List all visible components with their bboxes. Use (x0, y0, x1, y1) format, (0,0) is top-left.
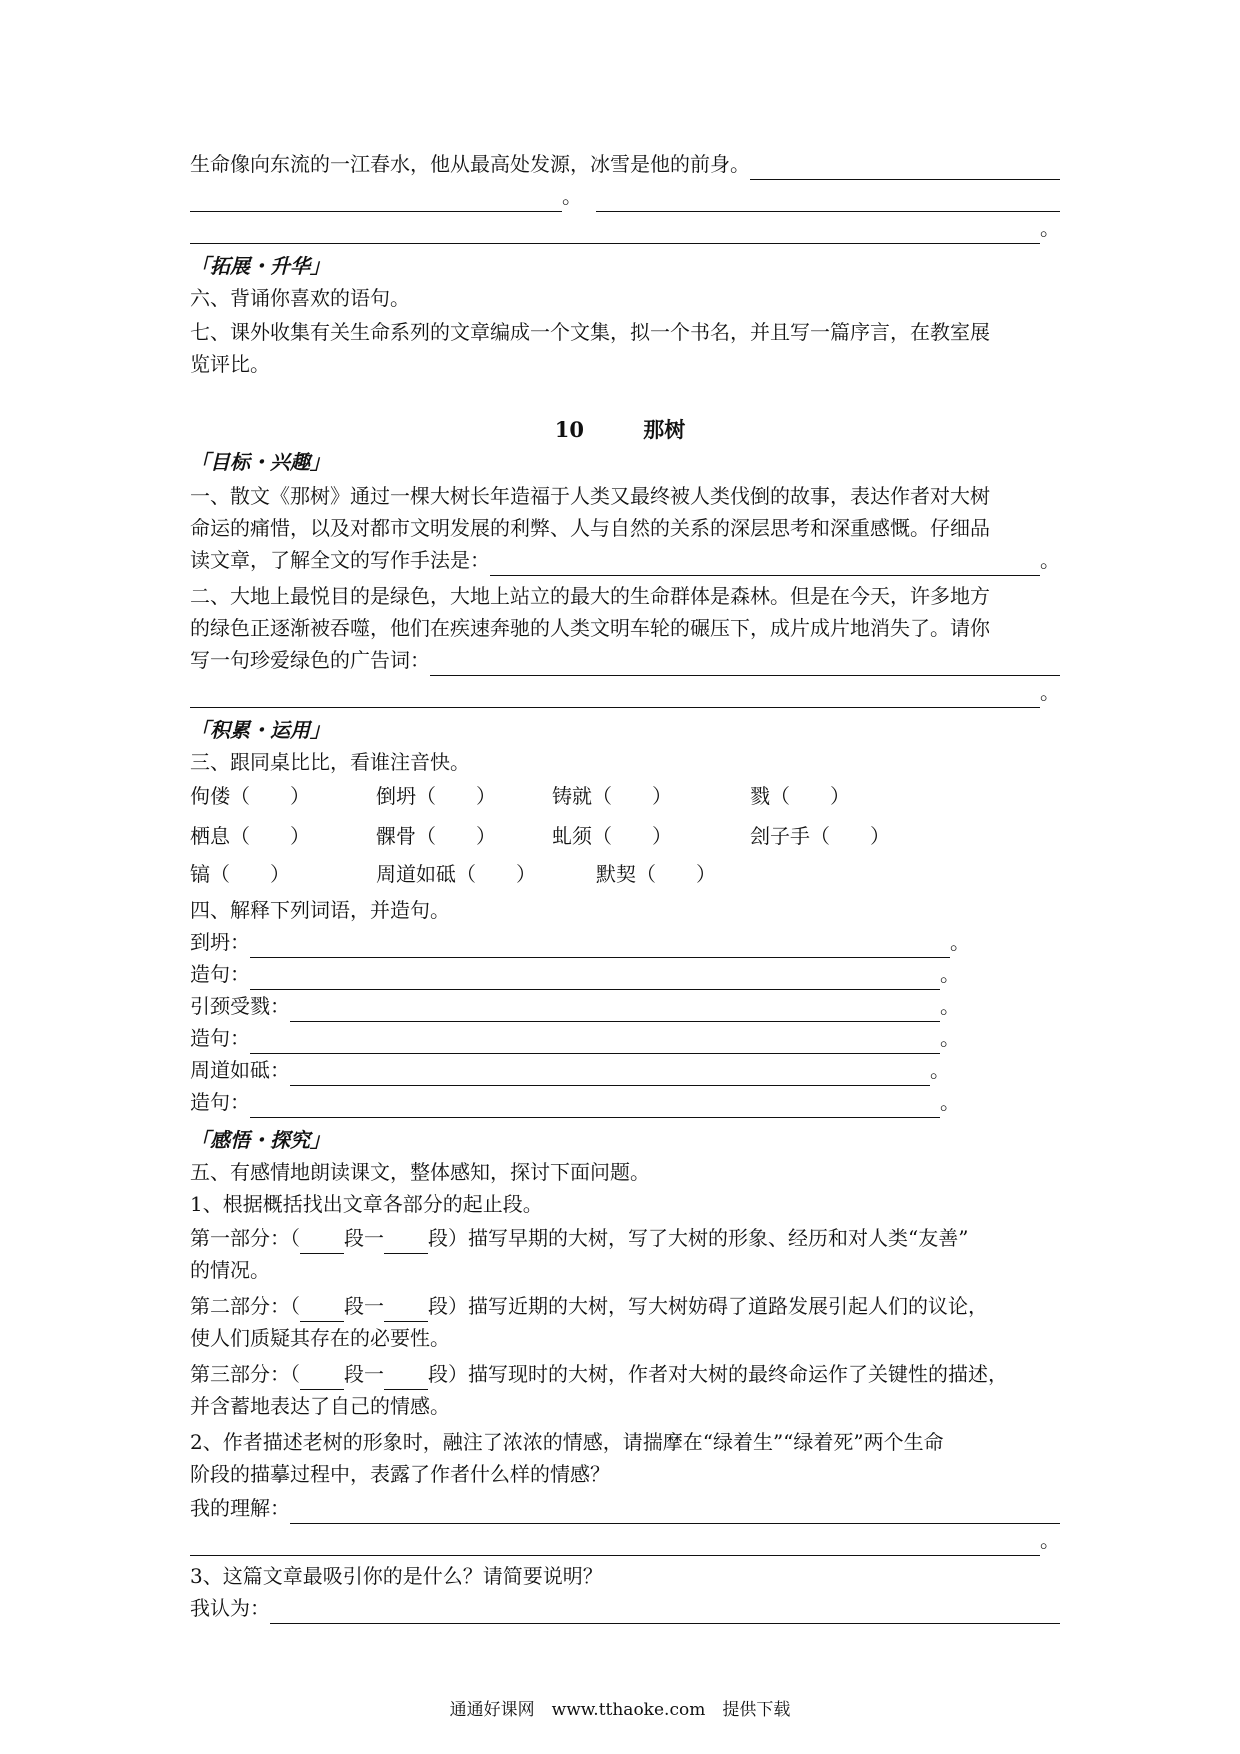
section-header-jilei: 「积累・运用」 (190, 718, 330, 742)
part-separator: 段一 (344, 1226, 384, 1250)
part-label: 第一部分：（ (190, 1226, 300, 1250)
answer-blank[interactable] (250, 1027, 940, 1054)
question-2-answer-line (190, 676, 1060, 708)
part-separator: 段一 (344, 1362, 384, 1386)
period-mark: 。 (1040, 680, 1060, 704)
part-separator: 段一 (344, 1294, 384, 1318)
answer-blank[interactable] (190, 217, 1040, 244)
answer-blank[interactable] (300, 1229, 344, 1254)
question-4: 四、解释下列词语，并造句。 (190, 898, 450, 922)
answer-blank[interactable] (250, 1091, 940, 1118)
sub-question-3: 3、这篇文章最吸引你的是什么？请简要说明？ (190, 1564, 603, 1588)
period-mark: 。 (940, 962, 960, 986)
answer-blank[interactable] (300, 1297, 344, 1322)
section-header-mubiao: 「目标・兴趣」 (190, 450, 330, 474)
answer-blank[interactable] (190, 185, 562, 212)
question-1-line2: 命运的痛惜，以及对都市文明发展的利弊、人与自然的关系的深层思考和深重感慨。仔细品 (190, 516, 990, 540)
answer-blank[interactable] (596, 185, 1060, 212)
term-label: 周道如砥： (190, 1058, 290, 1082)
question-6: 六、背诵你喜欢的语句。 (190, 286, 410, 310)
question-2-line1: 二、大地上最悦目的是绿色，大地上站立的最大的生命群体是森林。但是在今天，许多地方 (190, 584, 990, 608)
answer-label: 我的理解： (190, 1496, 290, 1520)
period-mark: 。 (940, 994, 960, 1018)
lesson-number: 10 (554, 417, 584, 442)
term-line (190, 958, 960, 990)
question-5: 五、有感情地朗读课文，整体感知，探讨下面问题。 (190, 1160, 650, 1184)
part-2-cont: 使人们质疑其存在的必要性。 (190, 1326, 450, 1350)
period-mark: 。 (562, 184, 582, 208)
question-2-line3 (190, 644, 1060, 676)
term-label: 造句： (190, 1026, 250, 1050)
part-3-cont: 并含蓄地表达了自己的情感。 (190, 1394, 450, 1418)
answer-blank[interactable] (250, 963, 940, 990)
answer-blank[interactable] (190, 1529, 1040, 1556)
pinyin-item[interactable]: 镐（ ） (190, 862, 290, 886)
question-3: 三、跟同桌比比，看谁注音快。 (190, 750, 470, 774)
page-footer: 通通好课网 www.tthaoke.com 提供下载 (449, 1700, 791, 1720)
answer-blank[interactable] (384, 1229, 428, 1254)
answer-blank[interactable] (190, 681, 1040, 708)
answer-blank[interactable] (270, 1597, 1060, 1624)
term-line (190, 1086, 960, 1118)
answer-blank[interactable] (290, 995, 940, 1022)
sub-question-1: 1、根据概括找出文章各部分的起止段。 (190, 1192, 543, 1216)
answer-blank[interactable] (290, 1059, 930, 1086)
part-label: 第三部分：（ (190, 1362, 300, 1386)
question-text: 读文章，了解全文的写作手法是： (190, 548, 490, 572)
question-2-line2: 的绿色正逐渐被吞噬，他们在疾速奔驰的人类文明车轮的碾压下，成片成片地消失了。请你 (190, 616, 990, 640)
pinyin-item[interactable]: 铸就（ ） (552, 784, 672, 808)
period-mark: 。 (1040, 1528, 1060, 1552)
term-label: 引颈受戮： (190, 994, 290, 1018)
answer-blank[interactable] (300, 1365, 344, 1390)
pinyin-row-2 (190, 820, 1060, 852)
part-1-cont: 的情况。 (190, 1258, 270, 1282)
pinyin-item[interactable]: 佝偻（ ） (190, 784, 310, 808)
pinyin-item[interactable]: 虬须（ ） (552, 824, 672, 848)
poem-text: 生命像向东流的一江春水，他从最高处发源，冰雪是他的前身。 (190, 152, 750, 176)
question-1-line3 (190, 544, 1060, 576)
sub-question-2-line2: 阶段的描摹过程中，表露了作者什么样的情感？ (190, 1462, 610, 1486)
understanding-line-2 (190, 1524, 1060, 1556)
section-header-tuozhan: 「拓展・升华」 (190, 254, 330, 278)
pinyin-item[interactable]: 栖息（ ） (190, 824, 310, 848)
answer-blank[interactable] (250, 931, 950, 958)
part-3-line (190, 1358, 1060, 1390)
term-label: 到坍： (190, 930, 250, 954)
answer-blank[interactable] (490, 549, 1040, 576)
question-7-line1: 七、课外收集有关生命系列的文章编成一个文集，拟一个书名，并且写一篇序言，在教室展 (190, 320, 990, 344)
question-1-line1: 一、散文《那树》通过一棵大树长年造福于人类又最终被人类伐倒的故事，表达作者对大树 (190, 484, 990, 508)
poem-answer-line-2 (190, 212, 1060, 244)
term-line (190, 1022, 960, 1054)
term-label: 造句： (190, 1090, 250, 1114)
answer-blank[interactable] (290, 1497, 1060, 1524)
answer-blank[interactable] (430, 649, 1060, 676)
part-1-line (190, 1222, 1060, 1254)
period-mark: 。 (1040, 548, 1060, 572)
i-think-line (190, 1592, 1060, 1624)
pinyin-item[interactable]: 刽子手（ ） (750, 824, 890, 848)
part-2-line (190, 1290, 1060, 1322)
term-label: 造句： (190, 962, 250, 986)
question-text: 写一句珍爱绿色的广告词： (190, 648, 430, 672)
period-mark: 。 (940, 1090, 960, 1114)
pinyin-item[interactable]: 戮（ ） (750, 784, 850, 808)
term-line (190, 1054, 950, 1086)
answer-blank[interactable] (750, 153, 1060, 180)
part-label: 第二部分：（ (190, 1294, 300, 1318)
period-mark: 。 (930, 1058, 950, 1082)
pinyin-item[interactable]: 默契（ ） (596, 862, 716, 886)
pinyin-item[interactable]: 周道如砥（ ） (376, 862, 536, 886)
lesson-title (0, 414, 1240, 446)
term-line (190, 926, 970, 958)
understanding-line (190, 1492, 1060, 1524)
answer-blank[interactable] (384, 1297, 428, 1322)
pinyin-row-3 (190, 858, 1060, 890)
pinyin-item[interactable]: 髁骨（ ） (376, 824, 496, 848)
answer-blank[interactable] (384, 1365, 428, 1390)
section-header-ganwu: 「感悟・探究」 (190, 1128, 330, 1152)
pinyin-item[interactable]: 倒坍（ ） (376, 784, 496, 808)
part-description: 段）描写现时的大树，作者对大树的最终命运作了关键性的描述， (428, 1362, 1008, 1386)
period-mark: 。 (940, 1026, 960, 1050)
answer-label: 我认为： (190, 1596, 270, 1620)
period-mark: 。 (1040, 216, 1060, 240)
period-mark: 。 (950, 930, 970, 954)
sub-question-2-line1: 2、作者描述老树的形象时，融注了浓浓的情感，请揣摩在“绿着生”“绿着死”两个生命 (190, 1430, 944, 1454)
poem-answer-line (190, 180, 1060, 212)
part-description: 段）描写早期的大树，写了大树的形象、经历和对人类“友善” (428, 1226, 969, 1250)
term-line (190, 990, 960, 1022)
part-description: 段）描写近期的大树，写大树妨碍了道路发展引起人们的议论， (428, 1294, 988, 1318)
pinyin-row-1 (190, 780, 1060, 812)
lesson-name: 那树 (643, 417, 686, 442)
question-7-line2: 览评比。 (190, 352, 270, 376)
poem-line (190, 148, 1060, 180)
